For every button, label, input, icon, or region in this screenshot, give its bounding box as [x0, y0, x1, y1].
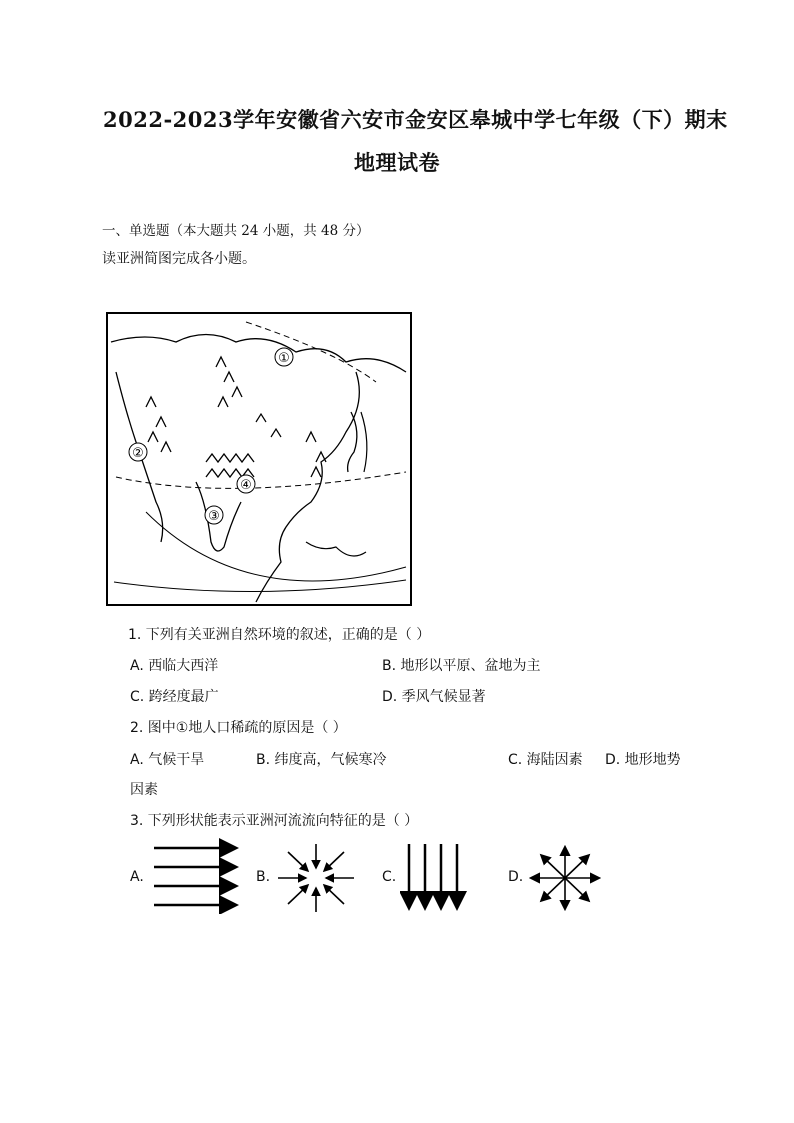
- intro-text: 读亚洲简图完成各小题。: [102, 251, 256, 267]
- q2-option-c: C. 海陆因素: [508, 752, 583, 768]
- q2-option-d: D. 地形地势: [605, 752, 681, 768]
- q3-option-d-label: D.: [508, 869, 524, 885]
- q3-option-a-figure: [150, 838, 242, 914]
- q3-option-c-figure: [400, 842, 468, 914]
- q2-option-b: B. 纬度高，气候寒冷: [256, 752, 387, 768]
- question-1-stem: 1. 下列有关亚洲自然环境的叙述，正确的是（ ）: [128, 627, 431, 643]
- asia-map: [106, 312, 412, 606]
- q2-option-a: A. 气候干旱: [130, 752, 205, 768]
- q1-option-c: C. 跨经度最广: [130, 689, 219, 705]
- q1-option-d: D. 季风气候显著: [382, 689, 486, 705]
- q3-option-d-figure: [528, 844, 602, 912]
- q3-option-b-figure: [276, 842, 356, 914]
- q2-option-d-continued: 因素: [130, 782, 158, 798]
- map-label-3: ③: [208, 509, 220, 524]
- q3-option-b-label: B.: [256, 869, 271, 885]
- section-heading: 一、单选题（本大题共 24 小题，共 48 分）: [102, 223, 370, 239]
- title-line-2: 地理试卷: [354, 150, 440, 175]
- map-label-1: ①: [278, 351, 290, 366]
- question-3-stem: 3. 下列形状能表示亚洲河流流向特征的是（ ）: [130, 813, 419, 829]
- q1-option-a: A. 西临大西洋: [130, 658, 219, 674]
- question-2-stem: 2. 图中①地人口稀疏的原因是（ ）: [130, 720, 347, 736]
- map-label-2: ②: [132, 446, 144, 461]
- q3-option-c-label: C.: [382, 869, 397, 885]
- title-line-1: 2022-2023学年安徽省六安市金安区皋城中学七年级（下）期末: [103, 107, 728, 132]
- q3-option-a-label: A.: [130, 869, 144, 885]
- map-label-4: ④: [240, 478, 252, 493]
- q1-option-b: B. 地形以平原、盆地为主: [382, 658, 541, 674]
